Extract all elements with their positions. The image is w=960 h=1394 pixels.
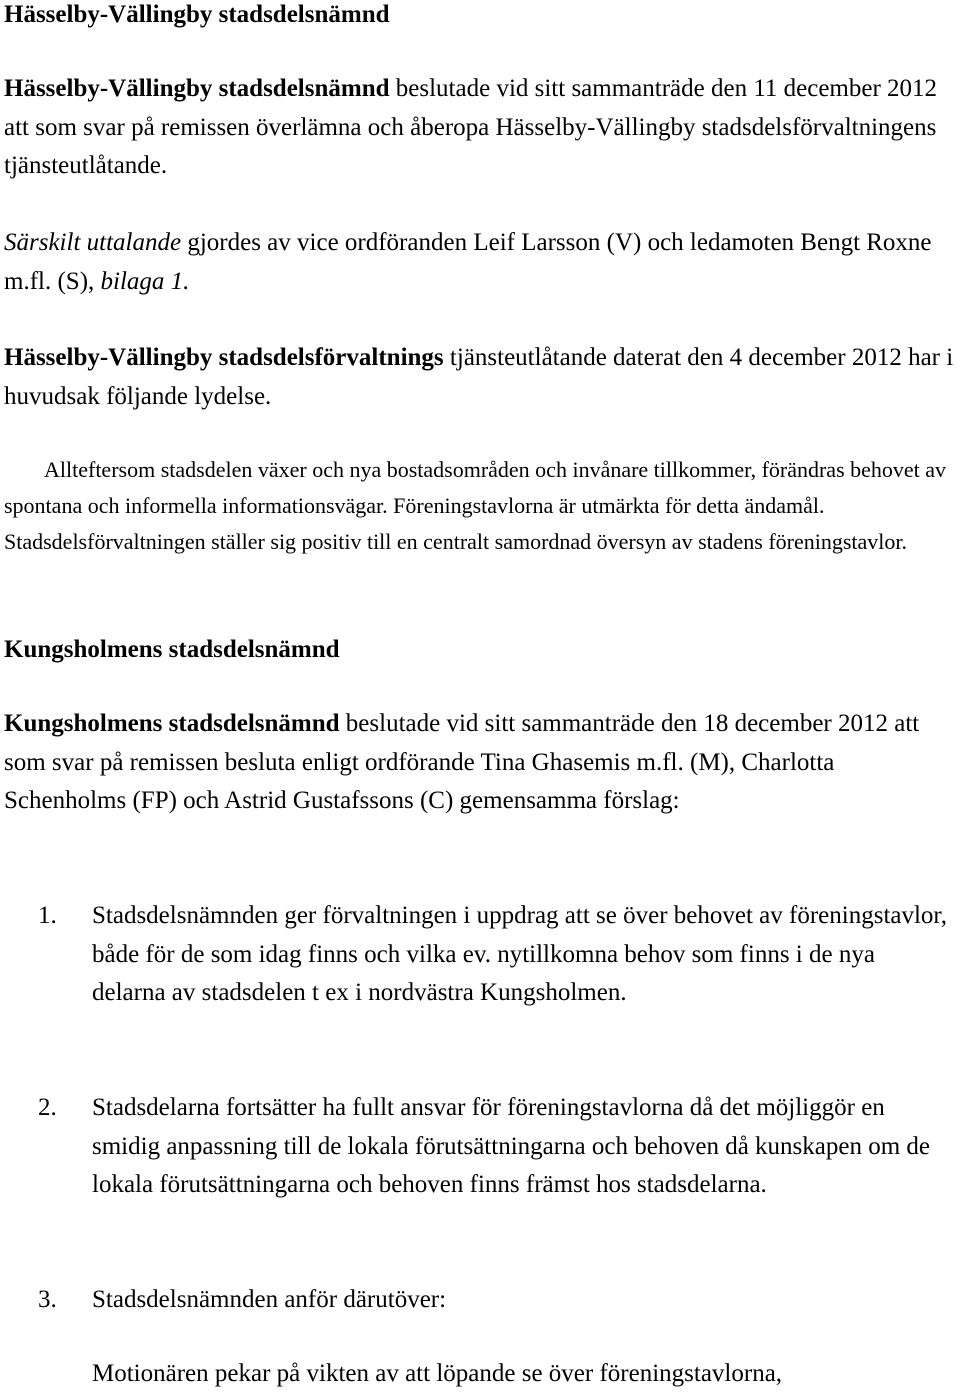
section-heading-hasselby: Hässelby-Vällingby stadsdelsnämnd <box>4 1 390 28</box>
paragraph-text: beslutade vid sitt sammanträde den 18 december 2012 att som svar på remissen besluta enligt ordförande Tina Ghasemis m.fl. (M), Charlotta Schenholms (FP) och Astrid Gustafssons (C) gemensamma förslag: <box>4 710 920 814</box>
italic-appendix-ref: bilaga 1. <box>100 267 190 295</box>
list-item <box>4 1281 954 1321</box>
list-text: Stadsdelarna fortsätter ha fullt ansvar för föreningstavlorna då det möjliggör en smidig anpassning till de lokala förutsättningarna och behoven då kunskapen om de lokala förutsättningarna och behoven finns främst hos stadsdelarna. <box>92 1094 931 1198</box>
list-text: Stadsdelsnämnden anför därutöver: <box>92 1286 447 1313</box>
section-heading-kungsholmen: Kungsholmens stadsdelsnämnd <box>4 636 340 663</box>
bold-committee-name: Hässelby-Vällingby stadsdelsnämnd <box>4 75 390 102</box>
quoted-statement: Allteftersom stadsdelen växer och nya bostadsområden och invånare tillkommer, förändras behovet av spontana och informella informationsvägar. Föreningstavlorna är utmärkta för detta ändamål. Stadsdelsförvaltningen ställer sig positiv till en centralt samordnad översyn av stadens föreningstavlor. <box>4 457 947 554</box>
list-number: 2. <box>38 1094 57 1121</box>
paragraph-text: beslutade vid sitt sammanträde den 11 december 2012 att som svar på remissen överlämna och åberopa Hässelby-Vällingby stadsdelsförvaltningens tjänsteutlåtande. <box>4 75 938 179</box>
bold-administration-name: Hässelby-Vällingby stadsdelsförvaltnings <box>4 344 444 371</box>
paragraph-text: tjänsteutlåtande daterat den 4 december 2012 har i huvudsak följande lydelse. <box>4 344 954 410</box>
list-number: 1. <box>38 902 57 929</box>
paragraph-special-statement <box>4 224 954 301</box>
italic-special-statement: Särskilt uttalande <box>4 229 182 256</box>
paragraph-kungsholmen-decision <box>4 705 954 821</box>
paragraph-hasselby-decision <box>4 70 954 186</box>
list-text: Stadsdelsnämnden ger förvaltningen i uppdrag att se över behovet av föreningstavlor, både för de som idag finns och vilka ev. nytillkomna behov som finns i de nya delarna av stadsdelen t ex i nordvästra Kungsholmen. <box>92 902 948 1006</box>
paragraph-administration-statement <box>4 339 954 416</box>
paragraph-text: gjordes av vice ordföranden Leif Larsson (V) och ledamoten Bengt Roxne m.fl. (S), <box>4 229 932 295</box>
list-item <box>4 1089 954 1249</box>
closing-paragraph: Motionären pekar på vikten av att löpande se över föreningstavlorna, <box>92 1360 783 1387</box>
bold-committee-name: Kungsholmens stadsdelsnämnd <box>4 710 340 737</box>
list-number: 3. <box>38 1286 57 1313</box>
list-item <box>4 897 954 1057</box>
